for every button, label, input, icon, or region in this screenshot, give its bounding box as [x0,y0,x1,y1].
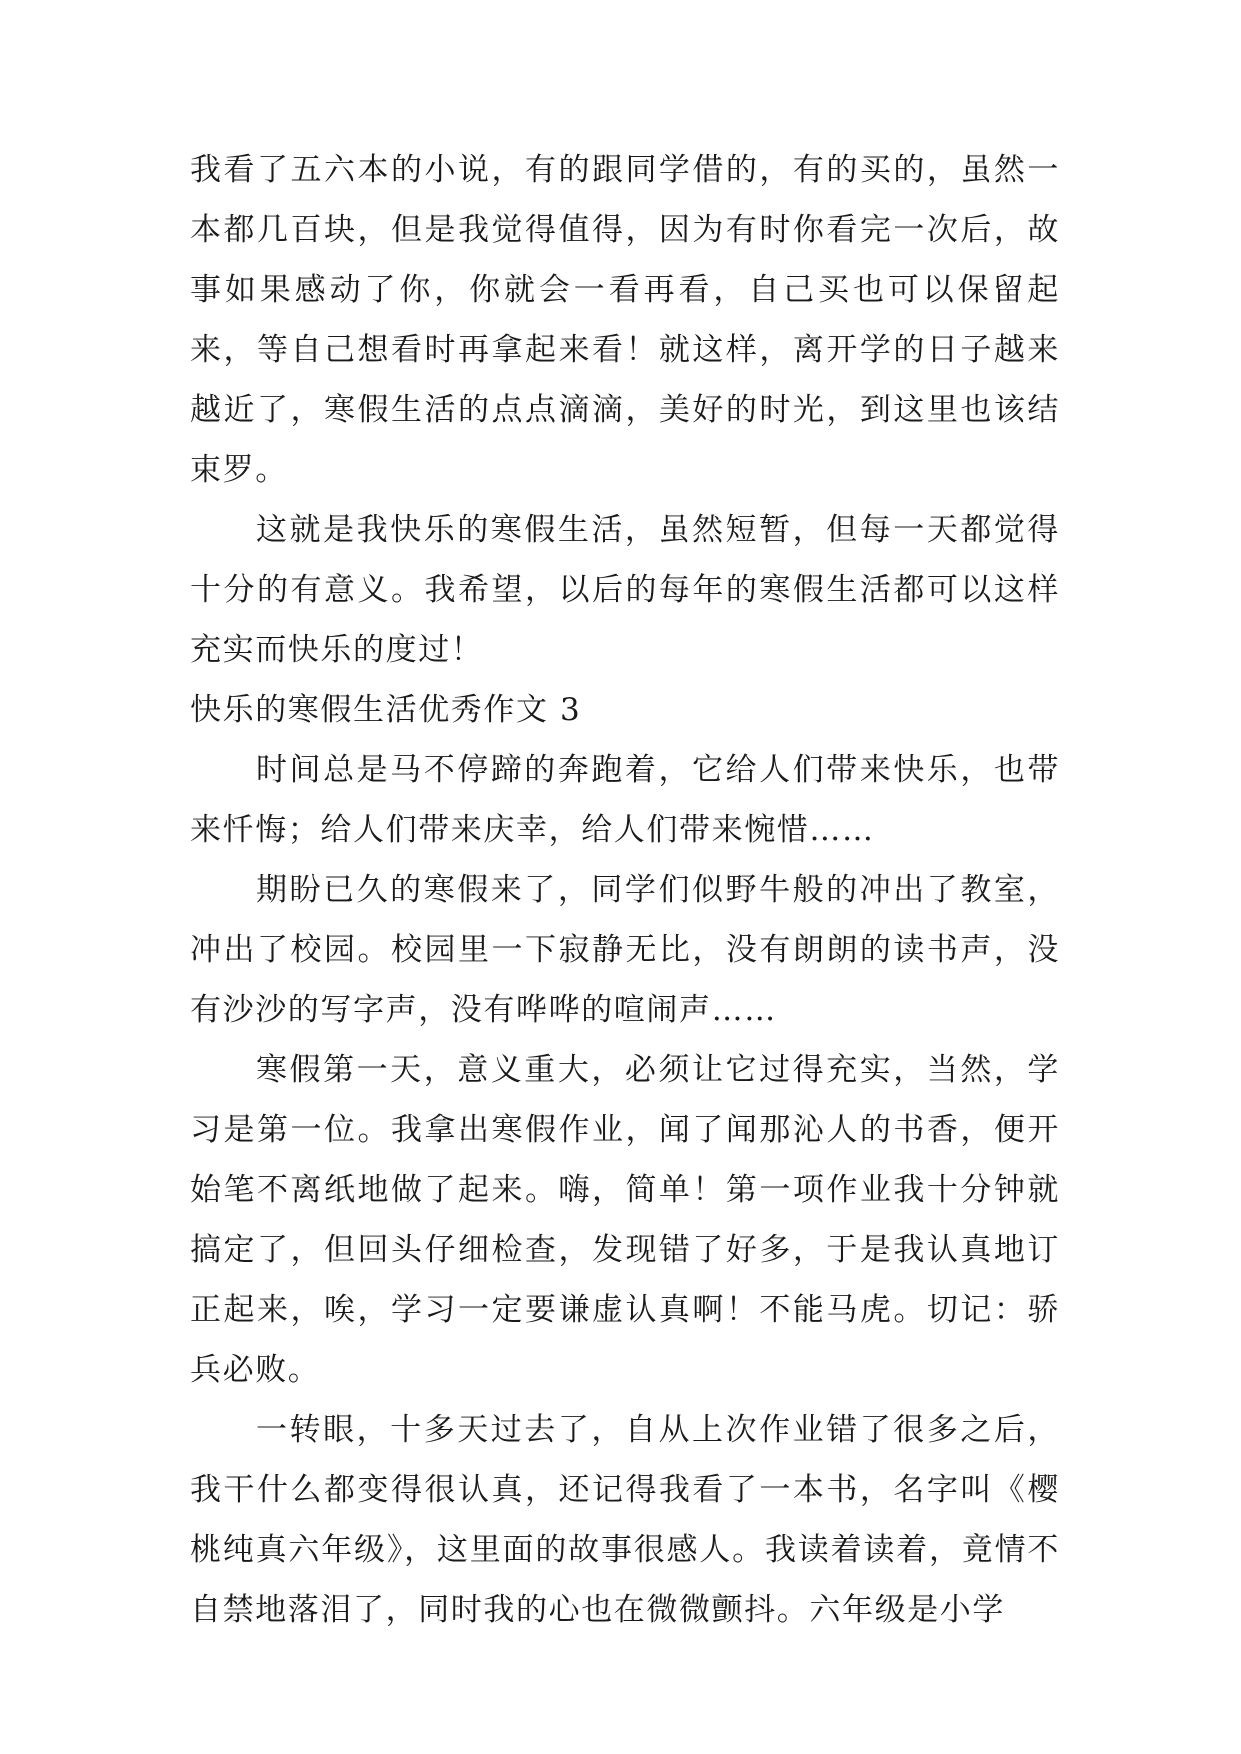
paragraph: 一转眼，十多天过去了，自从上次作业错了很多之后，我干什么都变得很认真，还记得我看了一本书，名字叫《樱桃纯真六年级》，这里面的故事很感人。我读着读着，竟情不自禁地落泪了，同时我的心也在微微颤抖。六年级是小学 [190,1412,1060,1628]
document-page [190,140,1060,1640]
paragraph: 期盼已久的寒假来了，同学们似野牛般的冲出了教室，冲出了校园。校园里一下寂静无比，没有朗朗的读书声，没有沙沙的写字声，没有哗哗的喧闹声…… [190,872,1060,1028]
paragraph-continued: 我看了五六本的小说，有的跟同学借的，有的买的，虽然一本都几百块，但是我觉得值得，因为有时你看完一次后，故事如果感动了你，你就会一看再看，自己买也可以保留起来，等自己想看时再拿起来看！就这样，离开学的日子越来越近了，寒假生活的点点滴滴，美好的时光，到这里也该结束罗。 [190,152,1060,488]
paragraph: 这就是我快乐的寒假生活，虽然短暂，但每一天都觉得十分的有意义。我希望，以后的每年的寒假生活都可以这样充实而快乐的度过！ [190,512,1060,668]
section-title: 快乐的寒假生活优秀作文 3 [190,692,582,728]
paragraph: 寒假第一天，意义重大，必须让它过得充实，当然，学习是第一位。我拿出寒假作业，闻了闻那沁人的书香，便开始笔不离纸地做了起来。嗨，简单！第一项作业我十分钟就搞定了，但回头仔细检查，发现错了好多，于是我认真地订正起来，唉，学习一定要谦虚认真啊！不能马虎。切记：骄兵必败。 [190,1052,1060,1388]
paragraph: 时间总是马不停蹄的奔跑着，它给人们带来快乐，也带来忏悔；给人们带来庆幸，给人们带来惋惜…… [190,752,1060,848]
